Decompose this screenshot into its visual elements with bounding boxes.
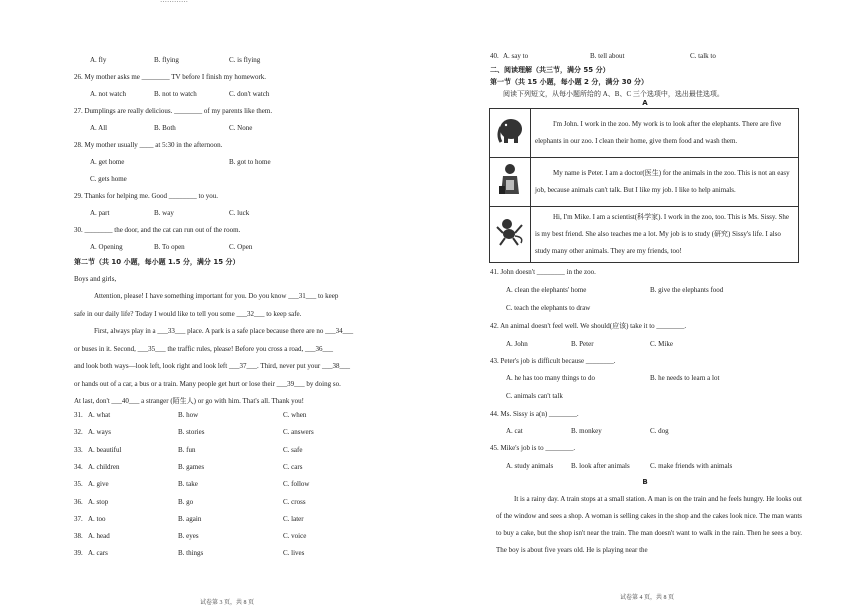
table-row bbox=[490, 158, 799, 207]
peter-description: My name is Peter. I am a doctor(医生) for the animals in the zoo. This is not an easy job, because animals can't talk. But I like my job. I like to help animals. bbox=[531, 158, 799, 207]
cloze-option-b: B. things bbox=[178, 549, 204, 558]
cloze-option-c: C. when bbox=[283, 411, 307, 419]
q40-number: 40. bbox=[490, 52, 499, 60]
greeting: Boys and girls, bbox=[74, 275, 117, 283]
cloze-option-c: C. lives bbox=[283, 549, 305, 558]
passage-line: At last, don't ___40___ a stranger (陌生人) or go with him. That's all. Thank you! bbox=[74, 397, 304, 405]
cloze-number: 31. bbox=[74, 411, 83, 419]
passage-line: Attention, please! I have something important for you. Do you know ___31___ to keep bbox=[94, 292, 339, 300]
left-footer: 试卷第 3 页，共 8 页 bbox=[200, 600, 255, 606]
cloze-option-c: C. safe bbox=[283, 445, 303, 454]
reading-question-line: B. monkey bbox=[571, 427, 602, 435]
cloze-number: 32. bbox=[74, 428, 83, 437]
cloze-option-c: C. voice bbox=[283, 532, 307, 541]
question-line: 28. My mother usually ____ at 5:30 in the afternoon. bbox=[74, 141, 223, 149]
reading-question-line: B. give the elephants food bbox=[650, 286, 724, 294]
reading-question-line: 42. An animal doesn't feel well. We should(应该) take it to ________. bbox=[490, 322, 687, 330]
question-line: 29. Thanks for helping me. Good ________ to you. bbox=[74, 192, 218, 200]
passage-b: It is a rainy day. A train stops at a small station. A man is on the train and he feels hungry. He looks out of the window and sees a shop. A woman is selling cakes in the shop and the cakes look nice. The man wants to buy a cake, but the shop isn't near the train. The man doesn't want to walk in the rain. Then he sees a boy. The boy is about five years old. He is playing near the bbox=[496, 495, 802, 554]
question-line: 27. Dumplings are really delicious. ________ of my parents like them. bbox=[74, 107, 273, 115]
cloze-number: 33. bbox=[74, 445, 83, 454]
elephant-icon bbox=[490, 109, 531, 158]
q40-option-a: A. say to bbox=[503, 52, 529, 60]
right-footer: 试卷第 4 页，共 8 页 bbox=[620, 595, 675, 601]
cut-off-header: ………… bbox=[160, 0, 188, 4]
question-line: A. Opening bbox=[90, 243, 123, 251]
cloze-option-c: C. cross bbox=[283, 497, 306, 506]
reading-question-line: A. cat bbox=[506, 427, 523, 435]
reading-question-line: C. make friends with animals bbox=[650, 462, 733, 470]
question-line: C. Open bbox=[229, 243, 253, 251]
question-line: C. None bbox=[229, 124, 253, 132]
table-row bbox=[490, 207, 799, 263]
reading-question-line: A. John bbox=[506, 340, 528, 348]
reading-question-line: 44. Ms. Sissy is a(n) ________. bbox=[490, 410, 579, 418]
q40-option-b: B. tell about bbox=[590, 52, 625, 60]
question-line: B. not to watch bbox=[154, 90, 197, 98]
cloze-number: 36. bbox=[74, 497, 83, 506]
zoo-staff-table bbox=[489, 108, 799, 263]
cloze-option-c: C. answers bbox=[283, 428, 314, 437]
reading-question-line: C. teach the elephants to draw bbox=[506, 304, 591, 312]
question-line: A. part bbox=[90, 209, 110, 217]
reading-question-line: A. he has too many things to do bbox=[506, 374, 596, 382]
q40-option-c: C. talk to bbox=[690, 52, 716, 60]
cloze-option-b: B. again bbox=[178, 514, 202, 523]
question-line: A. All bbox=[90, 124, 108, 132]
question-line: B. way bbox=[154, 209, 174, 217]
monkey-icon bbox=[490, 207, 531, 263]
passage-line: or buses in it. Second, ___35___ the traffic rules, please! Before you cross a road, ___36___ bbox=[74, 344, 334, 353]
question-line: B. To open bbox=[154, 243, 185, 251]
question-line: B. flying bbox=[154, 56, 179, 64]
veterinarian-icon bbox=[490, 158, 531, 207]
reading-question-line: B. he needs to learn a lot bbox=[650, 374, 720, 382]
cloze-option-a: A. head bbox=[88, 532, 110, 541]
passage-a-label: A bbox=[642, 99, 648, 107]
cloze-option-c: C. follow bbox=[283, 480, 310, 489]
passage-line: or hands out of a car, a bus or a train. Many people get hurt or lose their ___39___ by doing so. bbox=[74, 379, 341, 388]
cloze-option-a: A. ways bbox=[88, 428, 111, 437]
reading-question-line: B. look after animals bbox=[571, 462, 630, 470]
cloze-option-b: B. eyes bbox=[178, 532, 199, 541]
john-description: I'm John. I work in the zoo. My work is to look after the elephants. There are five elephants in our zoo. I clean their home, give them food and wash them. bbox=[531, 109, 799, 158]
question-line: C. luck bbox=[229, 209, 250, 217]
reading-question-line: A. clean the elephants' home bbox=[506, 286, 587, 294]
reading-question-line: C. animals can't talk bbox=[506, 392, 563, 400]
reading-question-line: A. study animals bbox=[506, 462, 554, 470]
left-section-title: 第二节（共 10 小题，每小题 1.5 分，满分 15 分） bbox=[74, 258, 240, 266]
reading-question-line: B. Peter bbox=[571, 340, 594, 348]
cloze-option-b: B. go bbox=[178, 497, 194, 506]
cloze-option-b: B. how bbox=[178, 411, 199, 419]
cloze-number: 34. bbox=[74, 462, 83, 471]
cloze-option-a: A. stop bbox=[88, 497, 109, 506]
reading-question-line: C. dog bbox=[650, 427, 669, 435]
question-line: C. gets home bbox=[90, 175, 127, 183]
reading-part-title: 二、阅读理解（共三节，满分 55 分） bbox=[490, 66, 610, 74]
passage-b-label: B bbox=[642, 478, 648, 486]
question-line: B. got to home bbox=[229, 158, 271, 166]
cloze-option-c: C. later bbox=[283, 514, 304, 523]
passage-line: and look both ways—look left, look right and look left ___37___. Third, never put your ___38___ bbox=[74, 362, 350, 370]
cloze-number: 39. bbox=[74, 549, 83, 558]
question-line: 26. My mother asks me ________ TV before I finish my homework. bbox=[74, 73, 267, 81]
cloze-option-b: B. take bbox=[178, 480, 198, 489]
passage-line: First, always play in a ___33___ place. A park is a safe place because there are no ___34___ bbox=[94, 327, 354, 335]
question-line: A. get home bbox=[90, 158, 125, 166]
reading-question-line: 41. John doesn't ________ in the zoo. bbox=[490, 268, 596, 276]
reading-instruction: 阅读下列短文，从每小题所给的 A、B、C 三个选项中，选出最佳选项。 bbox=[503, 90, 724, 98]
cloze-option-b: B. fun bbox=[178, 445, 196, 454]
question-line: B. Both bbox=[154, 124, 176, 132]
cloze-option-a: A. too bbox=[88, 514, 106, 523]
table-row bbox=[490, 109, 799, 158]
reading-question-line: 45. Mike's job is to ________. bbox=[490, 444, 576, 452]
cloze-option-a: A. children bbox=[88, 462, 120, 471]
cloze-option-a: A. cars bbox=[88, 549, 108, 558]
question-line: A. fly bbox=[90, 56, 107, 64]
mike-description: Hi, I'm Mike. I am a scientist(科学家). I work in the zoo, too. This is Ms. Sissy. She is my best friend. She also teaches me a lot. My job is to study (研究) Sissy's life. I also study many other animals. They are my friends, too! bbox=[531, 207, 799, 263]
cloze-option-a: A. give bbox=[88, 480, 109, 489]
passage-line: safe in our daily life? Today I would like to tell you some ___32___ to keep safe. bbox=[74, 309, 302, 318]
reading-question-line: C. Mike bbox=[650, 340, 673, 348]
cloze-number: 37. bbox=[74, 514, 83, 523]
reading-section-title: 第一节（共 15 小题，每小题 2 分，满分 30 分） bbox=[490, 78, 648, 86]
cloze-option-b: B. stories bbox=[178, 428, 205, 437]
reading-question-line: 43. Peter's job is difficult because ________. bbox=[490, 357, 616, 365]
cloze-option-a: A. beautiful bbox=[88, 445, 122, 454]
cloze-option-b: B. games bbox=[178, 462, 205, 471]
question-line: C. is flying bbox=[229, 56, 261, 64]
question-line: A. not watch bbox=[90, 90, 126, 98]
cloze-number: 35. bbox=[74, 480, 83, 489]
cloze-number: 38. bbox=[74, 532, 83, 541]
question-line: 30. ________ the door, and the cat can run out of the room. bbox=[74, 226, 241, 234]
question-line: C. don't watch bbox=[229, 90, 270, 98]
cloze-option-a: A. what bbox=[88, 411, 111, 419]
cloze-option-c: C. cars bbox=[283, 462, 303, 471]
